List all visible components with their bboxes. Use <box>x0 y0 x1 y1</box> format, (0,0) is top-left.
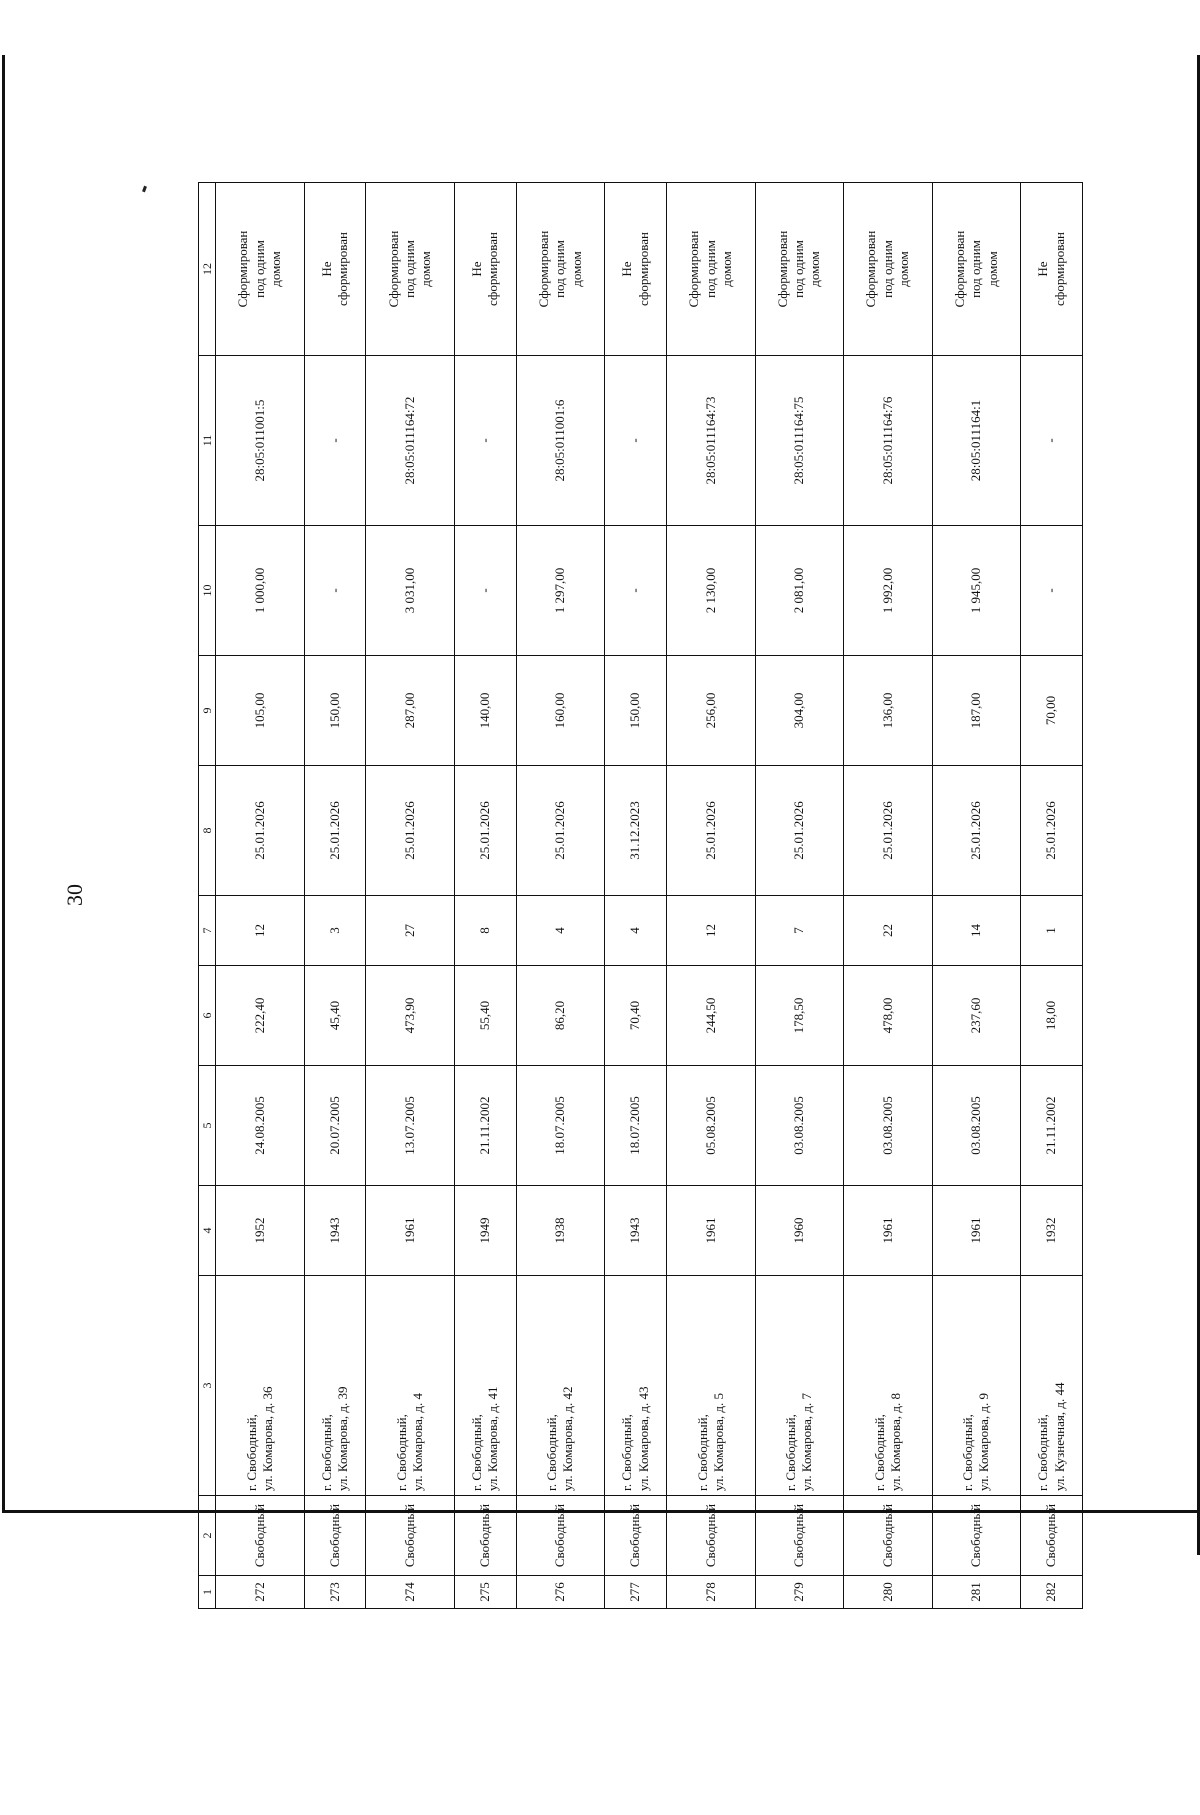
address <box>755 1276 844 1496</box>
land-status-line2: под одним <box>552 240 568 298</box>
land-area: - <box>304 526 366 656</box>
cadastral-number: 28:05:011164:1 <box>932 356 1021 526</box>
area: 70,40 <box>605 966 667 1066</box>
land-status <box>755 183 844 356</box>
recognition-date: 18.07.2005 <box>605 1066 667 1186</box>
table-row <box>755 183 844 1609</box>
address-street: ул. Комарова, д. 39 <box>334 1386 350 1491</box>
cadastral-number: 28:05:011164:72 <box>366 356 455 526</box>
residents-count: 3 <box>304 896 366 966</box>
value-9: 140,00 <box>454 656 516 766</box>
table-row <box>366 183 455 1609</box>
column-header: 1 <box>199 1576 216 1609</box>
address <box>1021 1276 1083 1496</box>
build-year: 1961 <box>666 1186 755 1276</box>
land-area: 2 081,00 <box>755 526 844 656</box>
land-status-line2: под одним <box>791 240 807 298</box>
table-row <box>605 183 667 1609</box>
row-number: 278 <box>666 1576 755 1609</box>
relocation-date: 25.01.2026 <box>454 766 516 896</box>
land-status-line1: Сформирован <box>536 230 552 308</box>
address-city: г. Свободный, <box>960 1414 976 1491</box>
value-9: 105,00 <box>216 656 305 766</box>
land-area: - <box>1021 526 1083 656</box>
build-year: 1943 <box>605 1186 667 1276</box>
land-status-line2: сформирован <box>1051 231 1067 307</box>
build-year: 1943 <box>304 1186 366 1276</box>
address-city: г. Свободный, <box>243 1414 259 1491</box>
column-header: 3 <box>199 1276 216 1496</box>
residents-count: 12 <box>666 896 755 966</box>
area: 18,00 <box>1021 966 1083 1066</box>
value-9: 160,00 <box>516 656 605 766</box>
land-status <box>516 183 605 356</box>
residents-count: 14 <box>932 896 1021 966</box>
settlement: Свободный <box>666 1496 755 1576</box>
area: 473,90 <box>366 966 455 1066</box>
land-status-line3: домом <box>895 251 911 287</box>
land-status-line2: под одним <box>879 240 895 298</box>
row-number: 282 <box>1021 1576 1083 1609</box>
land-status <box>454 183 516 356</box>
value-9: 136,00 <box>844 656 933 766</box>
area: 478,00 <box>844 966 933 1066</box>
cadastral-number: 28:05:011164:76 <box>844 356 933 526</box>
land-status-line3: домом <box>418 251 434 287</box>
residents-count: 12 <box>216 896 305 966</box>
land-status <box>666 183 755 356</box>
area: 237,60 <box>932 966 1021 1066</box>
area: 55,40 <box>454 966 516 1066</box>
land-status-line3: домом <box>807 251 823 287</box>
land-status-line1: Не <box>1035 261 1051 277</box>
column-header: 12 <box>199 183 216 356</box>
table-row <box>844 183 933 1609</box>
settlement: Свободный <box>454 1496 516 1576</box>
build-year: 1949 <box>454 1186 516 1276</box>
land-status-line3: домом <box>984 251 1000 287</box>
recognition-date: 21.11.2002 <box>454 1066 516 1186</box>
address <box>844 1276 933 1496</box>
recognition-date: 18.07.2005 <box>516 1066 605 1186</box>
row-number: 275 <box>454 1576 516 1609</box>
address-street: ул. Комарова, д. 7 <box>799 1393 815 1491</box>
land-status-line2: под одним <box>702 240 718 298</box>
cadastral-number: 28:05:011164:73 <box>666 356 755 526</box>
address-city: г. Свободный, <box>783 1414 799 1491</box>
value-9: 256,00 <box>666 656 755 766</box>
row-number: 280 <box>844 1576 933 1609</box>
residents-count: 7 <box>755 896 844 966</box>
build-year: 1938 <box>516 1186 605 1276</box>
residents-count: 8 <box>454 896 516 966</box>
cadastral-number: - <box>304 356 366 526</box>
value-9: 187,00 <box>932 656 1021 766</box>
land-status-line2: сформирован <box>635 231 651 307</box>
land-status-line2: сформирован <box>485 231 501 307</box>
settlement: Свободный <box>1021 1496 1083 1576</box>
relocation-date: 31.12.2023 <box>605 766 667 896</box>
land-status-line3: домом <box>718 251 734 287</box>
land-area: - <box>454 526 516 656</box>
land-status <box>304 183 366 356</box>
column-header: 9 <box>199 656 216 766</box>
land-status-line1: Сформирован <box>235 230 251 308</box>
land-area: 1 945,00 <box>932 526 1021 656</box>
land-status <box>1021 183 1083 356</box>
address <box>605 1276 667 1496</box>
land-status-line1: Сформирован <box>952 230 968 308</box>
table-row <box>454 183 516 1609</box>
land-status-line1: Не <box>619 261 635 277</box>
build-year: 1961 <box>366 1186 455 1276</box>
address <box>454 1276 516 1496</box>
address-street: ул. Комарова, д. 5 <box>710 1393 726 1491</box>
settlement: Свободный <box>605 1496 667 1576</box>
land-status-line1: Сформирован <box>686 230 702 308</box>
build-year: 1960 <box>755 1186 844 1276</box>
land-status-line1: Сформирован <box>385 230 401 308</box>
table-row <box>1021 183 1083 1609</box>
column-header: 10 <box>199 526 216 656</box>
table-row <box>666 183 755 1609</box>
column-header: 7 <box>199 896 216 966</box>
land-status-line3: домом <box>568 251 584 287</box>
recognition-date: 13.07.2005 <box>366 1066 455 1186</box>
recognition-date: 03.08.2005 <box>755 1066 844 1186</box>
land-area: 1 992,00 <box>844 526 933 656</box>
settlement: Свободный <box>516 1496 605 1576</box>
recognition-date: 20.07.2005 <box>304 1066 366 1186</box>
address-city: г. Свободный, <box>619 1414 635 1491</box>
column-header: 5 <box>199 1066 216 1186</box>
recognition-date: 05.08.2005 <box>666 1066 755 1186</box>
settlement: Свободный <box>932 1496 1021 1576</box>
land-status-line2: сформирован <box>334 231 350 307</box>
address-city: г. Свободный, <box>694 1414 710 1491</box>
settlement: Свободный <box>366 1496 455 1576</box>
settlement: Свободный <box>216 1496 305 1576</box>
area: 178,50 <box>755 966 844 1066</box>
relocation-date: 25.01.2026 <box>304 766 366 896</box>
residents-count: 4 <box>605 896 667 966</box>
recognition-date: 24.08.2005 <box>216 1066 305 1186</box>
column-header: 2 <box>199 1496 216 1576</box>
row-number: 279 <box>755 1576 844 1609</box>
value-9: 304,00 <box>755 656 844 766</box>
row-number: 273 <box>304 1576 366 1609</box>
land-status-line2: под одним <box>401 240 417 298</box>
address-city: г. Свободный, <box>393 1414 409 1491</box>
address-street: ул. Комарова, д. 43 <box>635 1386 651 1491</box>
row-number: 272 <box>216 1576 305 1609</box>
area: 222,40 <box>216 966 305 1066</box>
build-year: 1932 <box>1021 1186 1083 1276</box>
address-city: г. Свободный, <box>544 1414 560 1491</box>
land-area: 1 000,00 <box>216 526 305 656</box>
address-city: г. Свободный, <box>1035 1414 1051 1491</box>
row-number: 277 <box>605 1576 667 1609</box>
address-street: ул. Комарова, д. 41 <box>485 1386 501 1491</box>
relocation-date: 25.01.2026 <box>366 766 455 896</box>
recognition-date: 03.08.2005 <box>932 1066 1021 1186</box>
address <box>216 1276 305 1496</box>
address-street: ул. Комарова, д. 9 <box>976 1393 992 1491</box>
relocation-date: 25.01.2026 <box>755 766 844 896</box>
land-status <box>844 183 933 356</box>
cadastral-number: 28:05:011001:6 <box>516 356 605 526</box>
relocation-date: 25.01.2026 <box>932 766 1021 896</box>
land-status-line1: Не <box>469 261 485 277</box>
address-city: г. Свободный, <box>469 1414 485 1491</box>
land-status-line3: домом <box>267 251 283 287</box>
relocation-date: 25.01.2026 <box>1021 766 1083 896</box>
land-status-line2: под одним <box>968 240 984 298</box>
land-area: 3 031,00 <box>366 526 455 656</box>
column-header: 11 <box>199 356 216 526</box>
address <box>366 1276 455 1496</box>
relocation-date: 25.01.2026 <box>844 766 933 896</box>
settlement: Свободный <box>755 1496 844 1576</box>
address <box>666 1276 755 1496</box>
area: 86,20 <box>516 966 605 1066</box>
land-status-line2: под одним <box>251 240 267 298</box>
residents-count: 27 <box>366 896 455 966</box>
address-city: г. Свободный, <box>318 1414 334 1491</box>
table-row <box>932 183 1021 1609</box>
build-year: 1952 <box>216 1186 305 1276</box>
page-border-left <box>2 55 5 1513</box>
cadastral-number: - <box>1021 356 1083 526</box>
address-street: ул. Комарова, д. 8 <box>887 1393 903 1491</box>
row-number: 276 <box>516 1576 605 1609</box>
settlement: Свободный <box>304 1496 366 1576</box>
residents-count: 1 <box>1021 896 1083 966</box>
land-area: 1 297,00 <box>516 526 605 656</box>
row-number: 281 <box>932 1576 1021 1609</box>
row-number: 274 <box>366 1576 455 1609</box>
address-city: г. Свободный, <box>871 1414 887 1491</box>
address <box>516 1276 605 1496</box>
address-street: ул. Комарова, д. 42 <box>560 1386 576 1491</box>
land-area: 2 130,00 <box>666 526 755 656</box>
build-year: 1961 <box>932 1186 1021 1276</box>
land-status <box>216 183 305 356</box>
relocation-date: 25.01.2026 <box>516 766 605 896</box>
address-street: ул. Комарова, д. 4 <box>410 1393 426 1491</box>
build-year: 1961 <box>844 1186 933 1276</box>
relocation-date: 25.01.2026 <box>216 766 305 896</box>
table-row <box>516 183 605 1609</box>
table-row <box>216 183 305 1609</box>
land-status <box>605 183 667 356</box>
land-status-line1: Сформирован <box>863 230 879 308</box>
residents-count: 4 <box>516 896 605 966</box>
cadastral-number: - <box>454 356 516 526</box>
address-street: ул. Комарова, д. 36 <box>259 1386 275 1491</box>
scan-mark <box>142 186 147 193</box>
address <box>932 1276 1021 1496</box>
column-header: 6 <box>199 966 216 1066</box>
land-status <box>366 183 455 356</box>
housing-registry-table <box>198 182 1083 1609</box>
header-row <box>199 183 216 1609</box>
column-header: 8 <box>199 766 216 896</box>
area: 244,50 <box>666 966 755 1066</box>
value-9: 70,00 <box>1021 656 1083 766</box>
value-9: 150,00 <box>304 656 366 766</box>
cadastral-number: 28:05:011001:5 <box>216 356 305 526</box>
address-street: ул. Кузнечная, д. 44 <box>1051 1382 1067 1491</box>
land-area: - <box>605 526 667 656</box>
settlement: Свободный <box>844 1496 933 1576</box>
recognition-date: 03.08.2005 <box>844 1066 933 1186</box>
land-status <box>932 183 1021 356</box>
page-number: 30 <box>62 884 87 906</box>
cadastral-number: 28:05:011164:75 <box>755 356 844 526</box>
value-9: 150,00 <box>605 656 667 766</box>
address <box>304 1276 366 1496</box>
land-status-line1: Не <box>318 261 334 277</box>
residents-count: 22 <box>844 896 933 966</box>
cadastral-number: - <box>605 356 667 526</box>
table-row <box>304 183 366 1609</box>
column-header: 4 <box>199 1186 216 1276</box>
land-status-line1: Сформирован <box>774 230 790 308</box>
rotated-table-container <box>198 183 1083 1609</box>
value-9: 287,00 <box>366 656 455 766</box>
recognition-date: 21.11.2002 <box>1021 1066 1083 1186</box>
area: 45,40 <box>304 966 366 1066</box>
relocation-date: 25.01.2026 <box>666 766 755 896</box>
